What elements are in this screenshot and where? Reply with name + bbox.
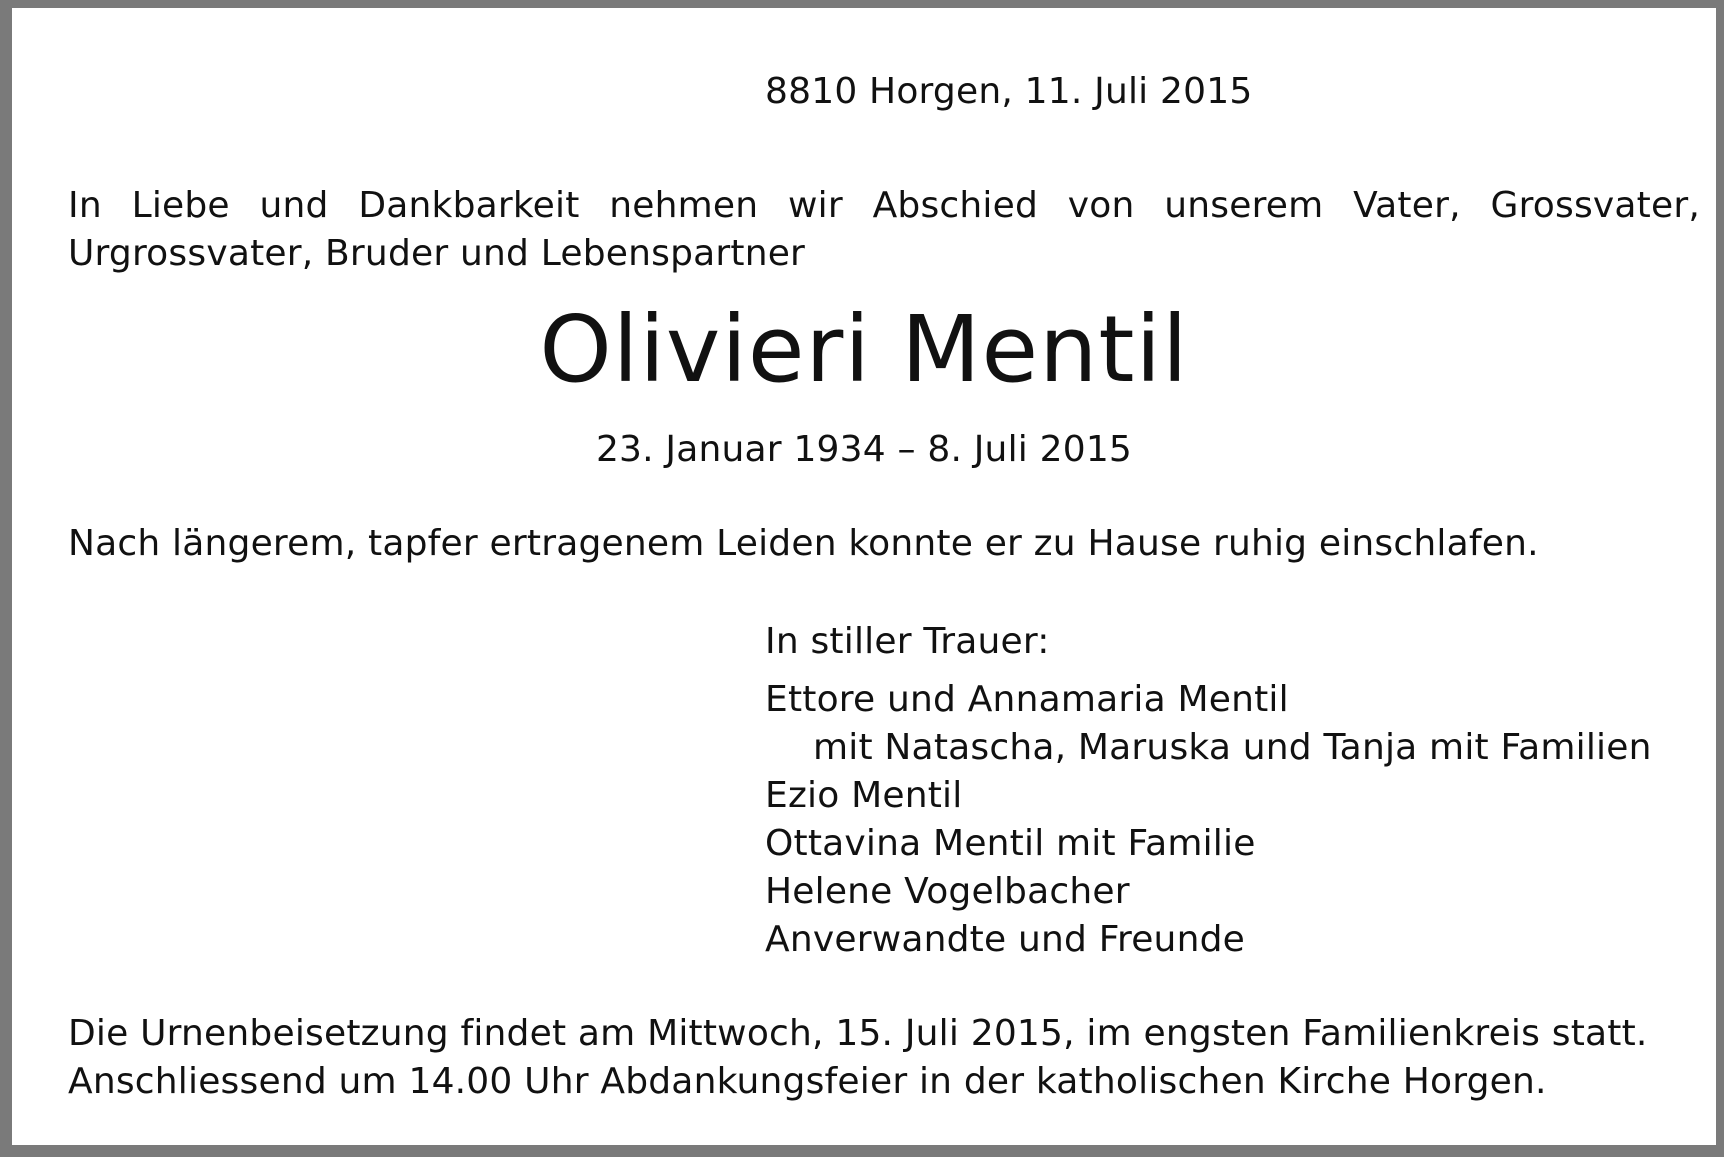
mourners-list [765,676,1652,964]
deceased-name: Olivieri Mentil [539,296,1189,403]
mourner-entry: Helene Vogelbacher [765,871,1130,912]
mourner-entry: Ettore und Annamaria Mentil [765,679,1289,720]
mourner-entry-sub: mit Natascha, Maruska und Tanja mit Familien [813,727,1652,768]
place-date: 8810 Horgen, 11. Juli 2015 [765,71,1253,112]
obituary-notice [12,8,1716,1145]
mourner-entry: Ezio Mentil [765,775,963,816]
closing-line: Anschliessend um 14.00 Uhr Abdankungsfeier in der katholischen Kirche Horgen. [68,1061,1547,1102]
intro-text: In Liebe und Dankbarkeit nehmen wir Abschied von unserem Vater, Grossvater, Urgrossvater, Bruder und Lebenspartner [68,185,1700,274]
passing-text: Nach längerem, tapfer ertragenem Leiden konnte er zu Hause ruhig einschlafen. [68,523,1539,564]
lifespan: 23. Januar 1934 – 8. Juli 2015 [595,429,1133,470]
mourner-entry: Ottavina Mentil mit Familie [765,823,1256,864]
mourner-entry: Anverwandte und Freunde [765,919,1245,960]
mourning-heading: In stiller Trauer: [765,621,1050,662]
closing-line: Die Urnenbeisetzung findet am Mittwoch, 15. Juli 2015, im engsten Familienkreis statt. [68,1013,1648,1054]
closing-text [68,1010,1700,1106]
